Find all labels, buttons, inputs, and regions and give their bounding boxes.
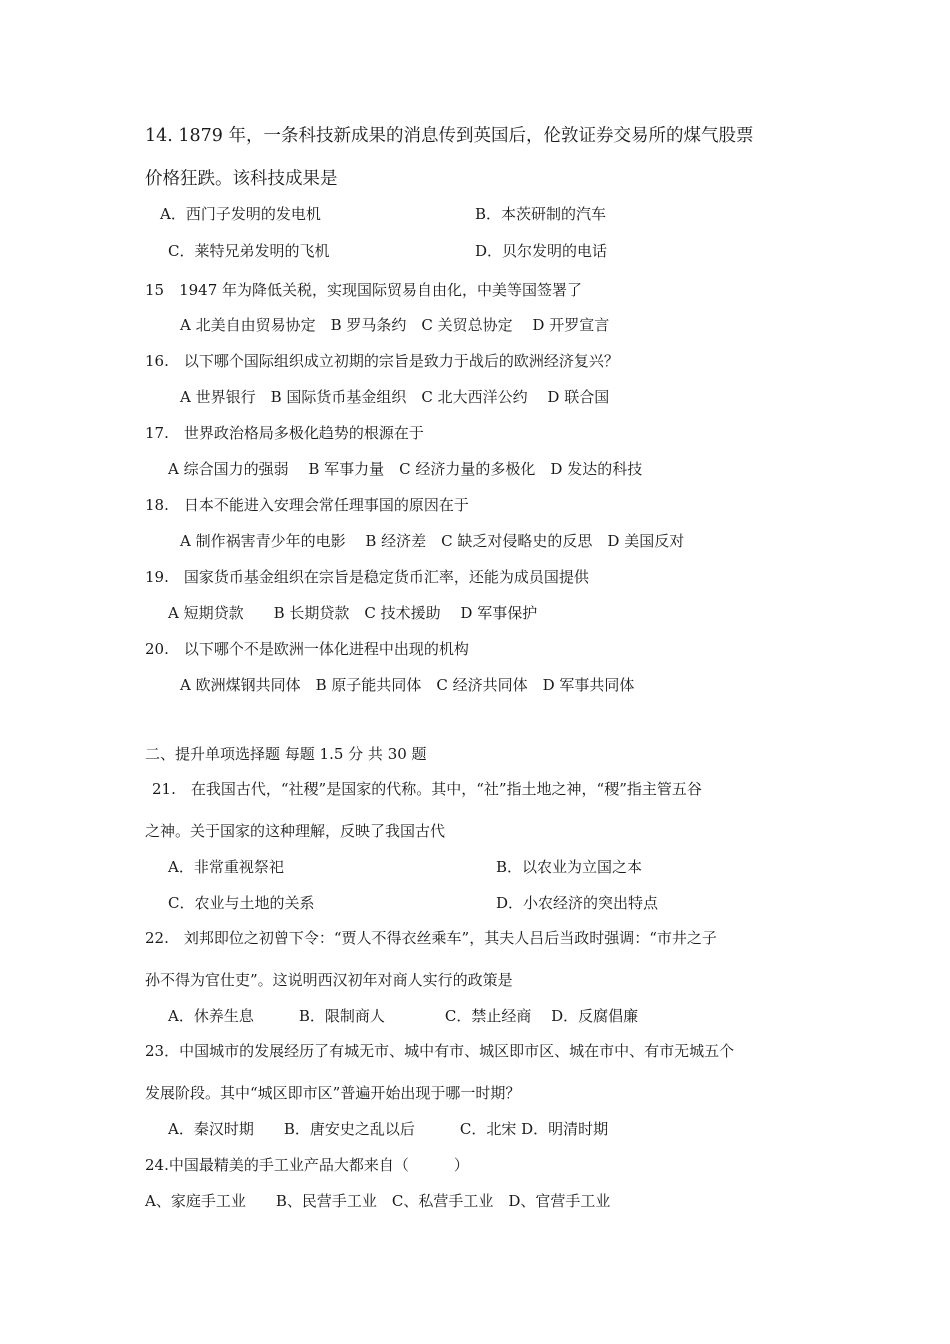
q23-stem-line1: 23．中国城市的发展经历了有城无市、城中有市、城区即市区、城在市中、有市无城五个 (145, 1042, 735, 1060)
q19-stem: 19. 国家货币基金组织在宗旨是稳定货币汇率，还能为成员国提供 (145, 568, 589, 586)
q17-stem: 17. 世界政治格局多极化趋势的根源在于 (145, 424, 424, 442)
q21-option-c: C．农业与土地的关系 (168, 894, 315, 912)
section-two-heading: 二、提升单项选择题 每题 1.5 分 共 30 题 (145, 745, 427, 763)
q23-options: A．秦汉时期 B．唐安史之乱以后 C．北宋 D．明清时期 (168, 1120, 609, 1138)
q14-option-b: B．本茨研制的汽车 (475, 205, 607, 223)
q15-options: A 北美自由贸易协定 B 罗马条约 C 关贸总协定 D 开罗宣言 (180, 316, 610, 334)
q17-options: A 综合国力的强弱 B 军事力量 C 经济力量的多极化 D 发达的科技 (168, 460, 643, 478)
q19-options: A 短期贷款 B 长期贷款 C 技术援助 D 军事保护 (168, 604, 538, 622)
q21-option-b: B．以农业为立国之本 (496, 858, 643, 876)
q14-option-a: A．西门子发明的发电机 (160, 205, 321, 223)
q21-option-d: D．小农经济的突出特点 (496, 894, 659, 912)
q21-stem-line1: 21. 在我国古代，“社稷”是国家的代称。其中，“社”指土地之神，“稷”指主管五谷 (152, 780, 702, 798)
q22-stem-line1: 22. 刘邦即位之初曾下令：“贾人不得衣丝乘车”，其夫人吕后当政时强调：“市井之子 (145, 929, 717, 947)
q14-stem-line1: 14. 1879 年，一条科技新成果的消息传到英国后，伦敦证券交易所的煤气股票 (145, 126, 754, 146)
q18-stem: 18. 日本不能进入安理会常任理事国的原因在于 (145, 496, 469, 514)
q16-stem: 16. 以下哪个国际组织成立初期的宗旨是致力于战后的欧洲经济复兴？ (145, 352, 619, 370)
q14-option-d: D．贝尔发明的电话 (475, 242, 608, 260)
q22-stem-line2: 孙不得为官仕吏”。这说明西汉初年对商人实行的政策是 (145, 971, 513, 989)
q24-options: A、家庭手工业 B、民营手工业 C、私营手工业 D、官营手工业 (145, 1192, 611, 1210)
q22-options: A．休养生息 B．限制商人 C．禁止经商 D．反腐倡廉 (168, 1007, 639, 1025)
q14-option-c: C．莱特兄弟发明的飞机 (168, 242, 330, 260)
q23-stem-line2: 发展阶段。其中“城区即市区”普遍开始出现于哪一时期？ (145, 1084, 521, 1102)
q21-stem-line2: 之神。关于国家的这种理解，反映了我国古代 (145, 822, 446, 840)
q14-stem-line2: 价格狂跌。该科技成果是 (145, 169, 338, 189)
q18-options: A 制作祸害青少年的电影 B 经济差 C 缺乏对侵略史的反思 D 美国反对 (180, 532, 685, 550)
q20-options: A 欧洲煤钢共同体 B 原子能共同体 C 经济共同体 D 军事共同体 (180, 676, 635, 694)
q16-options: A 世界银行 B 国际货币基金组织 C 北大西洋公约 D 联合国 (180, 388, 610, 406)
q15-stem: 15 1947 年为降低关税，实现国际贸易自由化，中美等国签署了 (145, 281, 583, 299)
q21-option-a: A．非常重视祭祀 (168, 858, 284, 876)
q24-stem: 24.中国最精美的手工业产品大都来自（ ） (145, 1156, 469, 1174)
q20-stem: 20. 以下哪个不是欧洲一体化进程中出现的机构 (145, 640, 469, 658)
